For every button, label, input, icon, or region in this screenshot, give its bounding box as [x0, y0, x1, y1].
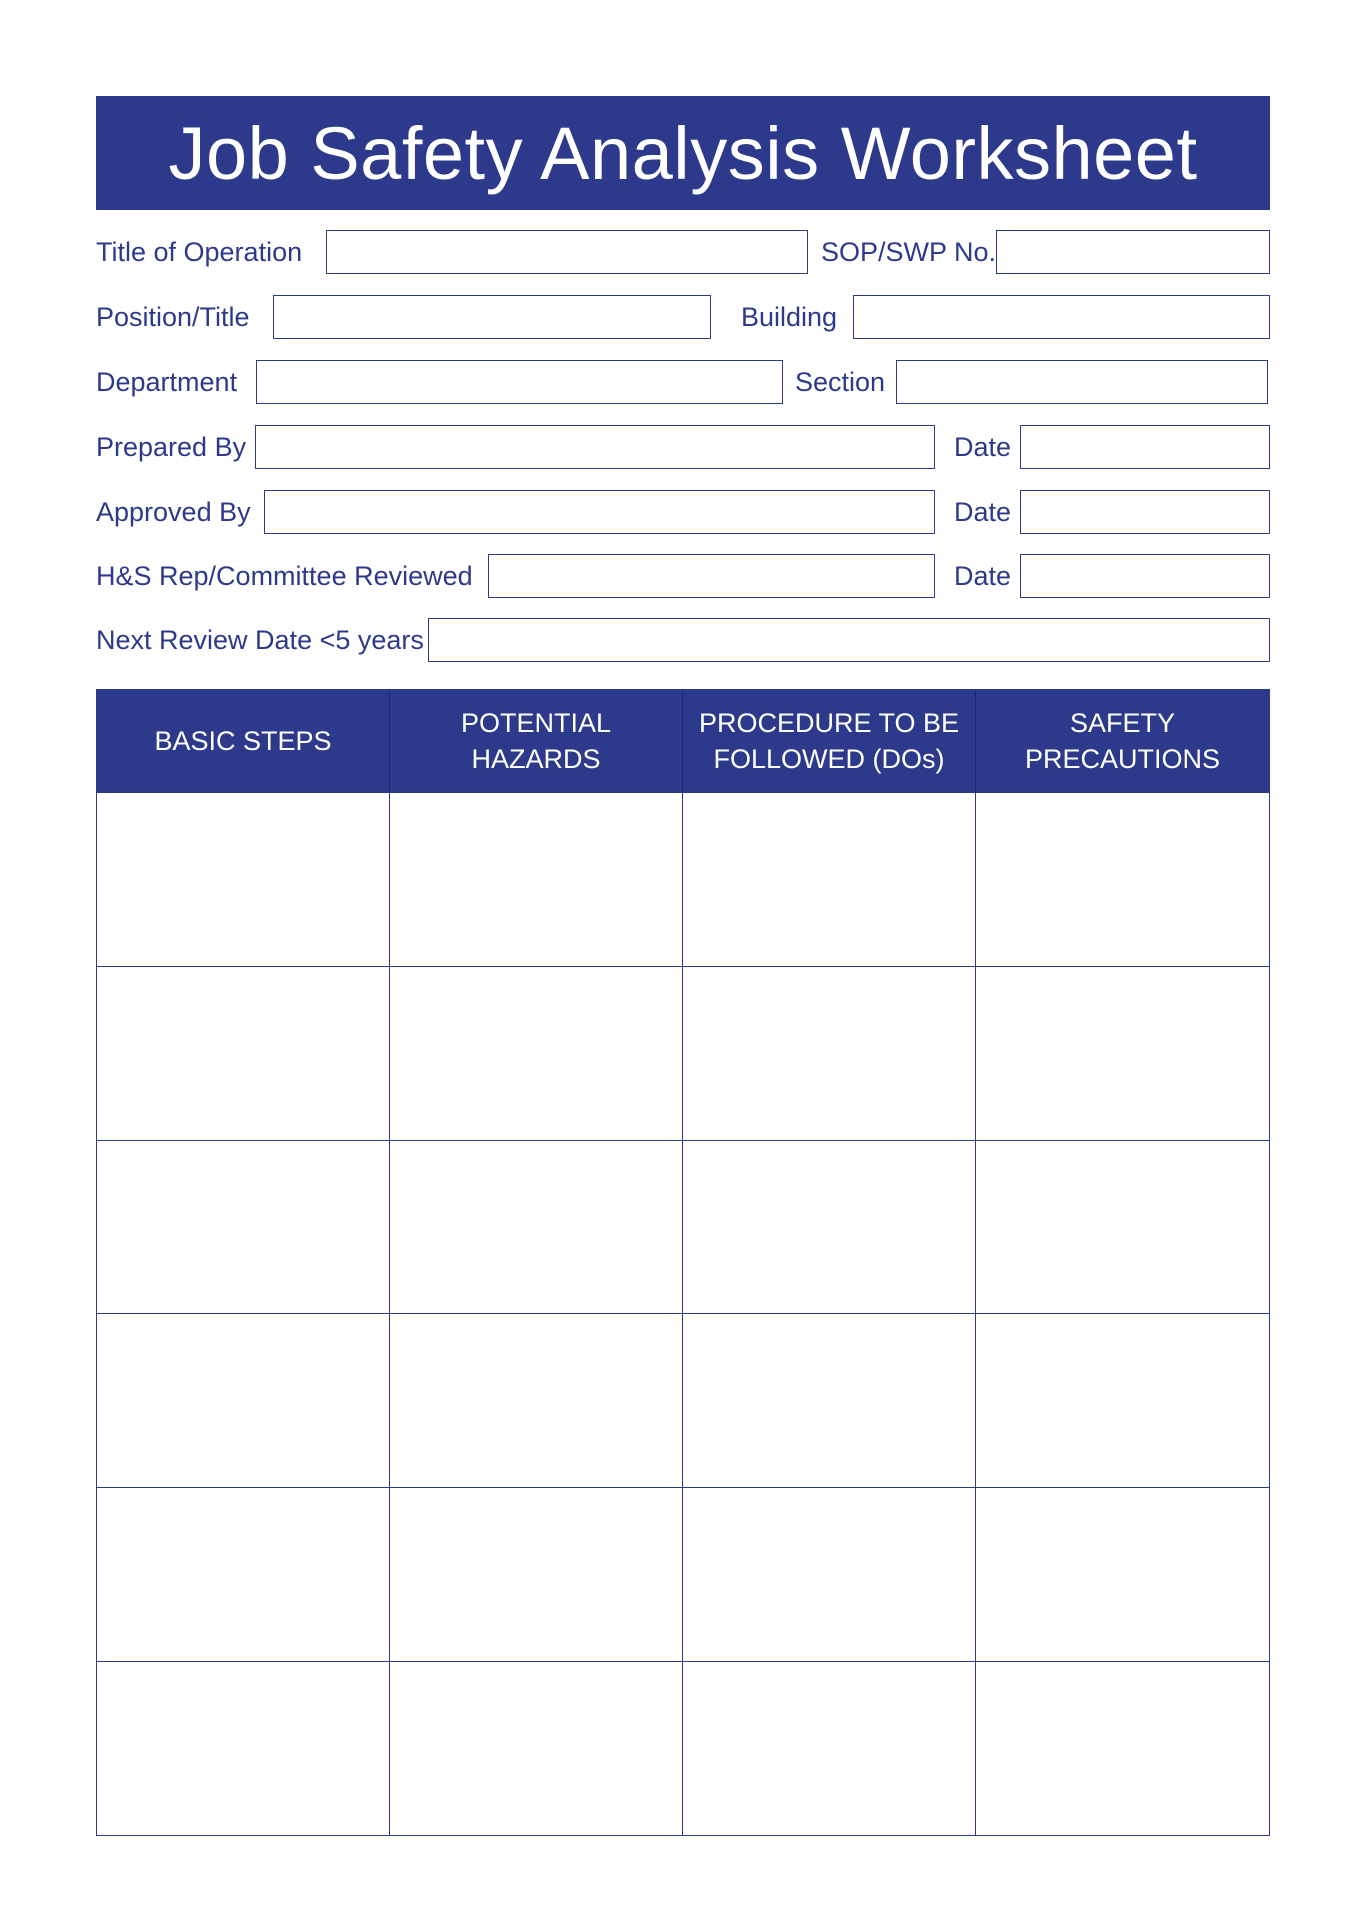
table-cell[interactable]	[390, 792, 683, 966]
building-field[interactable]	[853, 295, 1270, 339]
section-label: Section	[795, 367, 886, 397]
table-cell[interactable]	[97, 1661, 390, 1835]
position-title-field[interactable]	[273, 295, 711, 339]
prepared-by-field[interactable]	[255, 425, 935, 469]
table-cell[interactable]	[683, 1313, 976, 1487]
table-cell[interactable]	[390, 1313, 683, 1487]
table-cell[interactable]	[976, 1661, 1269, 1835]
prepared-by-label: Prepared By	[96, 432, 247, 462]
table-cell[interactable]	[683, 1661, 976, 1835]
department-field[interactable]	[256, 360, 783, 404]
title-banner	[96, 96, 1270, 210]
approved-by-field[interactable]	[264, 490, 935, 534]
approved-date-label: Date	[954, 497, 1012, 527]
table-cell[interactable]	[976, 966, 1269, 1140]
section-field[interactable]	[896, 360, 1268, 404]
table-cell[interactable]	[97, 1487, 390, 1661]
building-label: Building	[741, 302, 838, 332]
table-cell[interactable]	[976, 1313, 1269, 1487]
table-cell[interactable]	[390, 966, 683, 1140]
table-cell[interactable]	[683, 966, 976, 1140]
analysis-table	[96, 689, 1270, 1836]
table-cell[interactable]	[683, 1140, 976, 1314]
header-potential-hazards: POTENTIAL HAZARDS	[390, 690, 683, 792]
table-cell[interactable]	[97, 966, 390, 1140]
header-procedure: PROCEDURE TO BE FOLLOWED (DOs)	[683, 690, 976, 792]
table-cell[interactable]	[97, 1140, 390, 1314]
hs-rep-date-label: Date	[954, 561, 1012, 591]
table-cell[interactable]	[97, 792, 390, 966]
sop-swp-no-field[interactable]	[996, 230, 1270, 274]
prepared-date-label: Date	[954, 432, 1012, 462]
table-cell[interactable]	[976, 1487, 1269, 1661]
approved-date-field[interactable]	[1020, 490, 1270, 534]
hs-rep-label: H&S Rep/Committee Reviewed	[96, 561, 473, 591]
table-cell[interactable]	[976, 792, 1269, 966]
title-of-operation-label: Title of Operation	[96, 237, 303, 267]
header-basic-steps: BASIC STEPS	[97, 690, 390, 792]
table-cell[interactable]	[683, 792, 976, 966]
table-cell[interactable]	[390, 1487, 683, 1661]
hs-rep-field[interactable]	[488, 554, 935, 598]
table-cell[interactable]	[976, 1140, 1269, 1314]
next-review-field[interactable]	[428, 618, 1270, 662]
table-cell[interactable]	[390, 1140, 683, 1314]
title-of-operation-field[interactable]	[326, 230, 808, 274]
next-review-label: Next Review Date <5 years	[96, 625, 424, 655]
table-cell[interactable]	[683, 1487, 976, 1661]
table-cell[interactable]	[390, 1661, 683, 1835]
page-title: Job Safety Analysis Worksheet	[168, 111, 1198, 195]
table-cell[interactable]	[97, 1313, 390, 1487]
sop-swp-no-label: SOP/SWP No.	[821, 237, 997, 267]
approved-by-label: Approved By	[96, 497, 251, 527]
department-label: Department	[96, 367, 238, 397]
position-title-label: Position/Title	[96, 302, 250, 332]
prepared-date-field[interactable]	[1020, 425, 1270, 469]
header-safety-precautions: SAFETY PRECAUTIONS	[976, 690, 1269, 792]
hs-rep-date-field[interactable]	[1020, 554, 1270, 598]
